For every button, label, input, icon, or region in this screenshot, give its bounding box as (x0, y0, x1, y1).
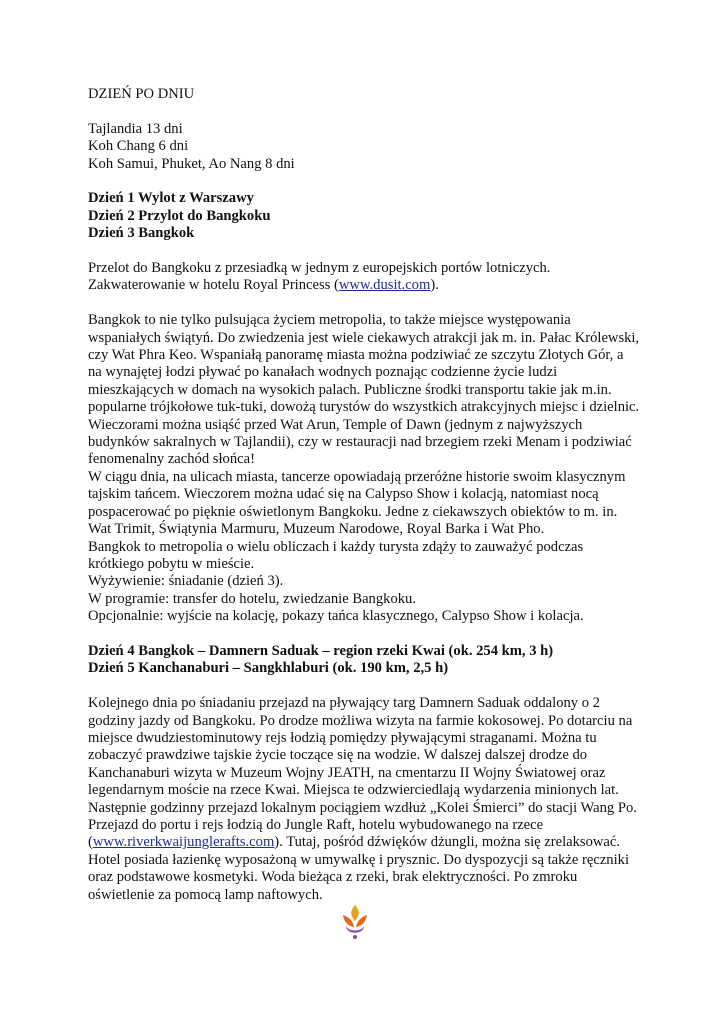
flight-paragraph (88, 260, 648, 295)
jungle-raft-website-link[interactable]: www.riverkwaijunglerafts.com (92, 834, 275, 851)
paragraph-line: Następnie godzinny przejazd lokalnym pociągiem wzdłuż „Kolei Śmierci” do stacji Wang Po. (88, 799, 637, 816)
paragraph-line: pospacerować po pięknie oświetlonym Bangkoku. Jedne z ciekawszych obiektów to m. in. (88, 503, 618, 520)
paragraph-line: W programie: transfer do hotelu, zwiedzanie Bangkoku. (88, 590, 416, 607)
day-heading: Dzień 4 Bangkok – Damnern Saduak – region rzeki Kwai (ok. 254 km, 3 h) (88, 642, 554, 659)
paragraph-line: popularne trójkołowe tuk-tuki, dowożą turystów do wszystkich atrakcyjnych miejsc i dzielnic. (88, 399, 640, 416)
paragraph-line: na wynajętej łodzi pływać po kanałach wodnych poznając codzienne życie ludzi (88, 364, 558, 381)
logo-base-arc (346, 926, 364, 933)
summary-line: Koh Samui, Phuket, Ao Nang 8 dni (88, 155, 295, 172)
logo-svg (338, 904, 372, 940)
summary-line: Tajlandia 13 dni (88, 120, 183, 137)
day-heading: Dzień 2 Przylot do Bangkoku (88, 207, 271, 224)
text-span: ). Tutaj, pośród dźwięków dżungli, można się zrelaksować. (274, 834, 621, 851)
trip-summary (88, 121, 648, 173)
paragraph-line: Przelot do Bangkoku z przesiadką w jednym z europejskich portów lotniczych. (88, 260, 551, 277)
paragraph-line: Bangkok to nie tylko pulsująca życiem metropolia, to także miejsce występowania (88, 312, 571, 329)
paragraph-line: Kolejnego dnia po śniadaniu przejazd na pływający targ Damnern Saduak oddalony o 2 (88, 695, 600, 712)
day-headings-1-3 (88, 190, 648, 242)
paragraph-line: oświetlenie za pomocą lamp naftowych. (88, 886, 323, 903)
paragraph-line: tajskim tańcem. Wieczorem można udać się na Calypso Show i kolacją, natomiast nocą (88, 486, 599, 503)
paragraph-line: Przejazd do portu i rejs łodzią do Jungle Raft, hotelu wybudowanego na rzece (88, 816, 544, 833)
paragraph-line: fenomenalny zachód słońca! (88, 451, 255, 468)
summary-line: Koh Chang 6 dni (88, 138, 189, 155)
day-heading: Dzień 3 Bangkok (88, 225, 195, 242)
paragraph-line: czy Wat Phra Keo. Wspaniałą panoramę miasta można podziwiać ze szczytu Złotych Gór, a (88, 347, 624, 364)
paragraph-line: Wat Trimit, Świątynia Marmuru, Muzeum Narodowe, Royal Barka i Wat Pho. (88, 521, 545, 538)
paragraph-line: Opcjonalnie: wyjście na kolację, pokazy tańca klasycznego, Calypso Show i kolacja. (88, 608, 584, 625)
paragraph-line: miejsce dwudziestominutowy rejs łodzią pomiędzy pływającymi straganami. Można tu (88, 729, 597, 746)
paragraph-line: budynków sakralnych w Tajlandii), czy w restauracji nad brzegiem rzeki Menam i podziwiać (88, 434, 632, 451)
paragraph-line: godziny jazdy od Bangkoku. Po drodze możliwa wizyta na farmie kokosowej. Po dotarciu na (88, 712, 633, 729)
day-headings-4-5 (88, 643, 648, 678)
paragraph-line: Bangkok to metropolia o wielu obliczach i każdy turysta zdąży to zauważyć podczas (88, 538, 584, 555)
bangkok-paragraph (88, 312, 648, 625)
document-heading: DZIEŃ PO DNIU (88, 86, 195, 102)
paragraph-line: wspaniałych świątyń. Do zwiedzenia jest wiele ciekawych atrakcji jak m. in. Pałac Królewski, (88, 329, 640, 346)
paragraph-line (88, 277, 648, 294)
kanchanaburi-paragraph (88, 695, 648, 904)
paragraph-line: Hotel posiada łazienkę wyposażoną w umywalkę i prysznic. Do dyspozycji są także ręczniki (88, 851, 630, 868)
text-span: ( (88, 834, 93, 851)
paragraph-line: oraz podstawowe kosmetyki. Woda bieżąca z rzeki, brak elektryczności. Po zmroku (88, 869, 578, 886)
paragraph-line: Wyżywienie: śniadanie (dzień 3). (88, 573, 284, 590)
text-span: ). (430, 277, 439, 294)
paragraph-line: zobaczyć prawdziwe tajskie życie toczące się na wodzie. W dalszej dalszej drodze do (88, 747, 588, 764)
paragraph-line: Kanchanaburi wizyta w Muzeum Wojny JEATH, na cmentarzu II Wojny Światowej oraz (88, 764, 606, 781)
logo-flame (351, 905, 359, 921)
paragraph-line: krótkiego pobytu w mieście. (88, 555, 255, 572)
paragraph-line (88, 834, 648, 851)
paragraph-line: legendarnym moście na rzece Kwai. Miejsca te odzwierciedlają wydarzenia minionych lat. (88, 782, 619, 799)
text-span: Zakwaterowanie w hotelu Royal Princess ( (88, 277, 339, 294)
document-page (88, 86, 648, 904)
day-heading: Dzień 1 Wylot z Warszawy (88, 190, 254, 207)
day-heading: Dzień 5 Kanchanaburi – Sangkhlaburi (ok. 190 km, 2,5 h) (88, 660, 449, 677)
logo-dot (353, 935, 357, 939)
paragraph-line: W ciągu dnia, na ulicach miasta, tancerze opowiadają przeróżne historie swoim klasycznym (88, 468, 626, 485)
hotel-website-link[interactable]: www.dusit.com (338, 277, 431, 294)
lotus-flame-logo-icon (338, 904, 372, 940)
paragraph-line: Wieczorami można usiąść przed Wat Arun, Temple of Dawn (jednym z najwyższych (88, 416, 583, 433)
paragraph-line: mieszkających w domach na wysokich palach. Publiczne środki transportu takie jak m.in. (88, 381, 612, 398)
